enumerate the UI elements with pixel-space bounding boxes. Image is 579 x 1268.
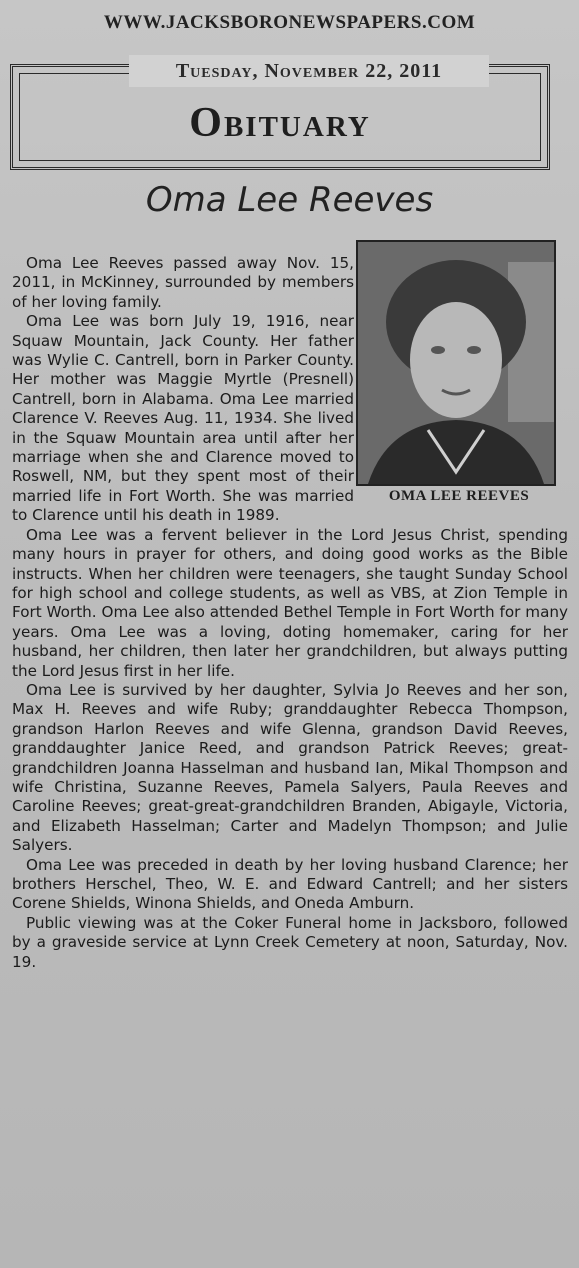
photo-spacer xyxy=(354,254,568,516)
masthead-box xyxy=(10,60,550,170)
photo-caption: OMA LEE REEVES xyxy=(388,488,530,504)
issue-date: Tuesday, November 22, 2011 xyxy=(129,55,489,87)
paragraph: Oma Lee was preceded in death by her loving husband Clarence; her brothers Herschel, Theo, W. E. and Edward Cantrell; and her sisters Corene Shields, Winona Shields, and Oneda Amburn. xyxy=(12,855,568,913)
site-url: WWW.JACKSBORONEWSPAPERS.COM xyxy=(103,12,476,33)
section-title: Obituary xyxy=(189,100,371,146)
obituary-headline: Oma Lee Reeves xyxy=(145,180,434,220)
obituary-body xyxy=(12,254,568,972)
paragraph: Oma Lee was born July 19, 1916, near Squaw Mountain, Jack County. Her father was Wylie C. Cantrell, born in Parker County. Her mother was Maggie Myrtle (Presnell) Cantrell, born in Alabama. Oma Lee married Clarence V. Reeves Aug. 11, 1934. She lived in the Squaw Mountain area until after her marriage when she and Clarence moved to Roswell, NM, but they spent most of their married life in Fort Worth. She was married to Clarence until his death in 1989. xyxy=(12,312,354,525)
paragraph: Public viewing was at the Coker Funeral home in Jacksboro, followed by a graveside service at Lynn Creek Cemetery at noon, Saturday, Nov. 19. xyxy=(12,913,568,971)
paragraph: Oma Lee is survived by her daughter, Sylvia Jo Reeves and her son, Max H. Reeves and wife Ruby; granddaughter Rebecca Thompson, grandson Harlon Reeves and wife Glenna, grandson David Reeves, granddaughter Janice Reed, and grandson Patrick Reeves; great-grandchildren Joanna Hasselman and husband Ian, Mikal Thompson and wife Christina, Suzanne Reeves, Pamela Salyers, Paula Reeves and Caroline Reeves; great-great-grandchildren Branden, Abigayle, Victoria, and Elizabeth Hasselman; Carter and Madelyn Thompson; and Julie Salyers. xyxy=(12,680,568,855)
paragraph: Oma Lee was a fervent believer in the Lord Jesus Christ, spending many hours in prayer for others, and doing good works as the Bible instructs. When her children were teenagers, she taught Sunday School for high school and college students, as well as VBS, at Zion Temple in Fort Worth. Oma Lee also attended Bethel Temple in Fort Worth for many years. Oma Lee was a loving, doting homemaker, caring for her husband, her children, then later her grandchildren, but always putting the Lord Jesus first in her life. xyxy=(12,525,568,680)
paragraph: Oma Lee Reeves passed away Nov. 15, 2011, in McKinney, surrounded by members of her loving family. xyxy=(12,254,354,311)
